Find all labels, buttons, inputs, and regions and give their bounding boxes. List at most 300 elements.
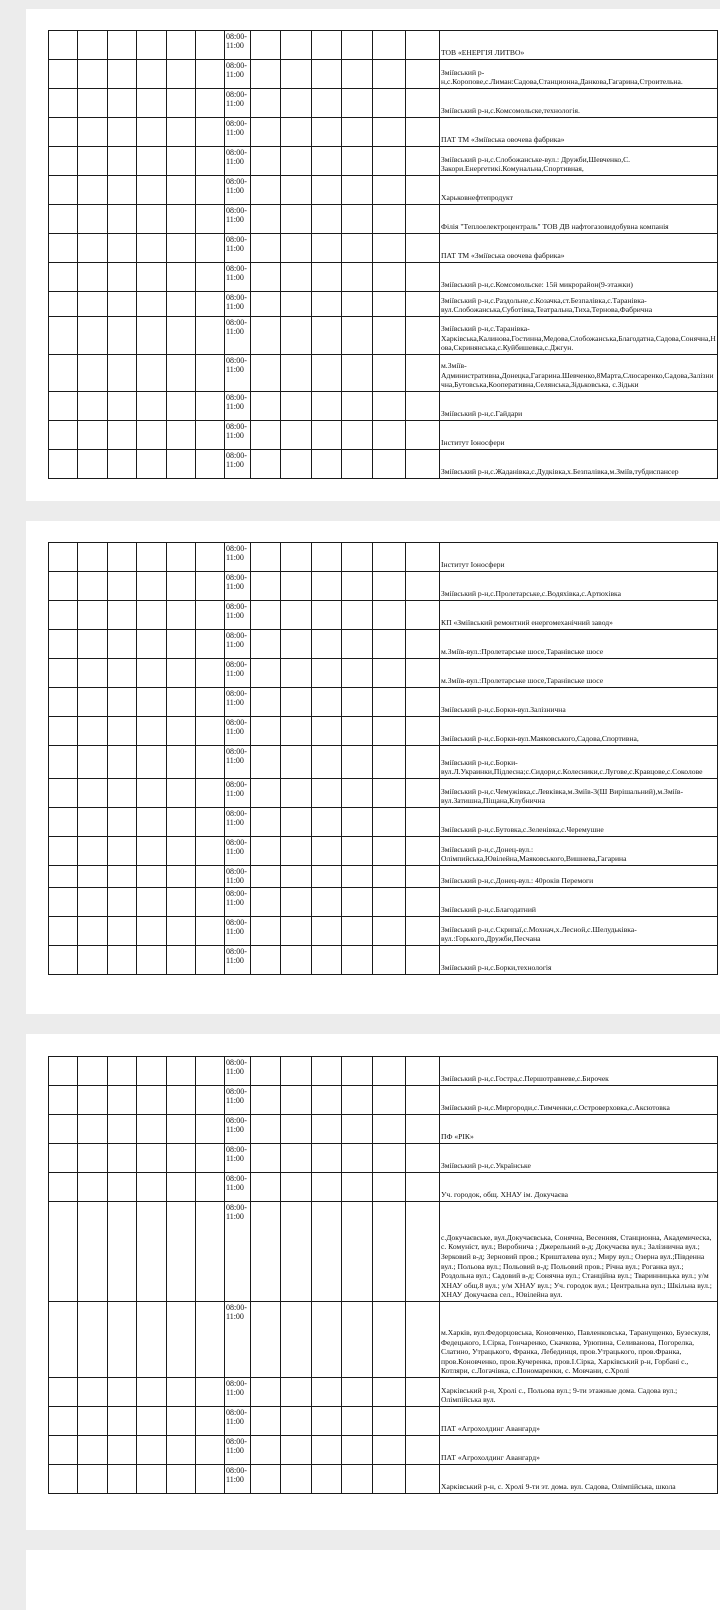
table-row	[49, 147, 718, 176]
empty-cell	[251, 263, 281, 292]
empty-cell	[137, 421, 167, 450]
empty-cell	[281, 147, 312, 176]
empty-cell	[167, 392, 196, 421]
empty-cell	[281, 866, 312, 888]
empty-cell	[78, 1173, 108, 1202]
empty-cell	[312, 1407, 342, 1436]
empty-cell	[406, 1202, 440, 1302]
empty-cell	[373, 779, 406, 808]
empty-cell	[196, 1115, 225, 1144]
empty-cell	[167, 837, 196, 866]
empty-cell	[281, 292, 312, 317]
empty-cell	[312, 176, 342, 205]
empty-cell	[167, 450, 196, 479]
empty-cell	[108, 1144, 137, 1173]
area-description-cell: ПАТ «Агрохолдинг Авангард»	[440, 1436, 718, 1465]
empty-cell	[137, 888, 167, 917]
empty-cell	[312, 917, 342, 946]
empty-cell	[196, 234, 225, 263]
empty-cell	[196, 1086, 225, 1115]
empty-cell	[373, 888, 406, 917]
empty-cell	[78, 688, 108, 717]
empty-cell	[373, 1173, 406, 1202]
empty-cell	[108, 355, 137, 392]
empty-cell	[373, 630, 406, 659]
time-cell: 08:00- 11:00	[225, 392, 251, 421]
time-cell: 08:00- 11:00	[225, 355, 251, 392]
empty-cell	[406, 1173, 440, 1202]
area-description-cell: Зміївський р-н,с.Чемужівка,с.Левківка,м.Зміїв-3(Ш Вирішальний),м.Зміїв-вул.Затишна,Піщана,Клубнична	[440, 779, 718, 808]
empty-cell	[167, 1302, 196, 1378]
empty-cell	[49, 1302, 78, 1378]
empty-cell	[281, 717, 312, 746]
area-description-cell: Зміївський р-н,с.Комсомольске: 15й микрорайон(9-этажки)	[440, 263, 718, 292]
time-cell: 08:00- 11:00	[225, 630, 251, 659]
empty-cell	[406, 205, 440, 234]
empty-cell	[137, 630, 167, 659]
empty-cell	[406, 688, 440, 717]
empty-cell	[281, 779, 312, 808]
empty-cell	[281, 176, 312, 205]
empty-cell	[108, 946, 137, 975]
empty-cell	[342, 263, 373, 292]
empty-cell	[342, 630, 373, 659]
area-description-cell: м.Зміїв-вул.:Пролетарське шосе,Таранівське шосе	[440, 659, 718, 688]
empty-cell	[167, 1407, 196, 1436]
empty-cell	[251, 543, 281, 572]
empty-cell	[251, 946, 281, 975]
empty-cell	[373, 89, 406, 118]
empty-cell	[251, 421, 281, 450]
empty-cell	[78, 31, 108, 60]
empty-cell	[49, 779, 78, 808]
empty-cell	[167, 601, 196, 630]
empty-cell	[406, 837, 440, 866]
empty-cell	[251, 866, 281, 888]
empty-cell	[281, 1057, 312, 1086]
empty-cell	[406, 866, 440, 888]
empty-cell	[251, 659, 281, 688]
empty-cell	[373, 392, 406, 421]
table-row	[49, 746, 718, 779]
empty-cell	[373, 1302, 406, 1378]
empty-cell	[342, 543, 373, 572]
empty-cell	[406, 31, 440, 60]
empty-cell	[196, 946, 225, 975]
empty-cell	[78, 866, 108, 888]
empty-cell	[108, 779, 137, 808]
empty-cell	[196, 118, 225, 147]
empty-cell	[342, 234, 373, 263]
empty-cell	[251, 176, 281, 205]
time-cell: 08:00- 11:00	[225, 946, 251, 975]
empty-cell	[196, 147, 225, 176]
empty-cell	[167, 60, 196, 89]
empty-cell	[78, 1302, 108, 1378]
empty-cell	[78, 837, 108, 866]
empty-cell	[167, 543, 196, 572]
empty-cell	[406, 355, 440, 392]
area-description-cell: м.Зміїв-вул.:Пролетарське шосе,Таранівське шосе	[440, 630, 718, 659]
empty-cell	[281, 946, 312, 975]
empty-cell	[49, 1378, 78, 1407]
empty-cell	[406, 450, 440, 479]
empty-cell	[137, 317, 167, 355]
empty-cell	[49, 205, 78, 234]
empty-cell	[251, 147, 281, 176]
area-description-cell: Зміївський р-н,с.Бутовка,с.Зеленівка,с.Черемушне	[440, 808, 718, 837]
empty-cell	[281, 1144, 312, 1173]
empty-cell	[406, 601, 440, 630]
empty-cell	[342, 779, 373, 808]
empty-cell	[108, 205, 137, 234]
empty-cell	[251, 779, 281, 808]
empty-cell	[251, 234, 281, 263]
empty-cell	[78, 630, 108, 659]
empty-cell	[196, 355, 225, 392]
empty-cell	[312, 1057, 342, 1086]
empty-cell	[167, 1115, 196, 1144]
empty-cell	[312, 1115, 342, 1144]
time-cell: 08:00- 11:00	[225, 717, 251, 746]
area-description-cell: Зміївський р-н,с.Таранівка-Харківська,Калинова,Гостинна,Медова,Слобожанська,Благодатна,Садова,Сонячна,Нова,Скринянська,с.Куйбишевка,с.Джгун.	[440, 317, 718, 355]
empty-cell	[312, 601, 342, 630]
empty-cell	[167, 1086, 196, 1115]
empty-cell	[137, 746, 167, 779]
empty-cell	[49, 1144, 78, 1173]
empty-cell	[406, 1378, 440, 1407]
empty-cell	[108, 1407, 137, 1436]
empty-cell	[196, 1465, 225, 1494]
empty-cell	[406, 60, 440, 89]
table-row	[49, 1202, 718, 1302]
empty-cell	[251, 317, 281, 355]
empty-cell	[49, 1057, 78, 1086]
empty-cell	[78, 779, 108, 808]
empty-cell	[108, 263, 137, 292]
empty-cell	[108, 392, 137, 421]
empty-cell	[167, 1378, 196, 1407]
empty-cell	[49, 688, 78, 717]
empty-cell	[196, 688, 225, 717]
table-row	[49, 421, 718, 450]
time-cell: 08:00- 11:00	[225, 1173, 251, 1202]
time-cell: 08:00- 11:00	[225, 1407, 251, 1436]
time-cell: 08:00- 11:00	[225, 176, 251, 205]
empty-cell	[196, 1173, 225, 1202]
empty-cell	[167, 917, 196, 946]
empty-cell	[251, 1202, 281, 1302]
area-description-cell: ПФ «РІК»	[440, 1115, 718, 1144]
empty-cell	[167, 1202, 196, 1302]
empty-cell	[78, 1378, 108, 1407]
empty-cell	[373, 808, 406, 837]
time-cell: 08:00- 11:00	[225, 866, 251, 888]
empty-cell	[251, 89, 281, 118]
empty-cell	[281, 89, 312, 118]
empty-cell	[342, 317, 373, 355]
empty-cell	[108, 746, 137, 779]
empty-cell	[406, 317, 440, 355]
empty-cell	[49, 450, 78, 479]
empty-cell	[137, 60, 167, 89]
empty-cell	[196, 1202, 225, 1302]
empty-cell	[406, 717, 440, 746]
empty-cell	[49, 176, 78, 205]
empty-cell	[373, 1436, 406, 1465]
table-row	[49, 234, 718, 263]
empty-cell	[251, 1436, 281, 1465]
empty-cell	[78, 717, 108, 746]
empty-cell	[281, 837, 312, 866]
empty-cell	[342, 1144, 373, 1173]
empty-cell	[137, 1436, 167, 1465]
empty-cell	[406, 1302, 440, 1378]
time-cell: 08:00- 11:00	[225, 572, 251, 601]
time-cell: 08:00- 11:00	[225, 808, 251, 837]
table-row	[49, 31, 718, 60]
empty-cell	[78, 1436, 108, 1465]
empty-cell	[137, 147, 167, 176]
empty-cell	[251, 1057, 281, 1086]
empty-cell	[137, 866, 167, 888]
table-row	[49, 888, 718, 917]
empty-cell	[137, 118, 167, 147]
empty-cell	[251, 355, 281, 392]
empty-cell	[342, 1115, 373, 1144]
empty-cell	[137, 1378, 167, 1407]
empty-cell	[78, 118, 108, 147]
empty-cell	[78, 808, 108, 837]
empty-cell	[373, 866, 406, 888]
time-cell: 08:00- 11:00	[225, 147, 251, 176]
empty-cell	[281, 31, 312, 60]
empty-cell	[342, 1436, 373, 1465]
empty-cell	[49, 866, 78, 888]
empty-cell	[281, 1378, 312, 1407]
empty-cell	[49, 60, 78, 89]
empty-cell	[406, 1407, 440, 1436]
empty-cell	[342, 205, 373, 234]
empty-cell	[108, 917, 137, 946]
empty-cell	[49, 917, 78, 946]
empty-cell	[78, 450, 108, 479]
time-cell: 08:00- 11:00	[225, 1302, 251, 1378]
empty-cell	[196, 1302, 225, 1378]
empty-cell	[167, 717, 196, 746]
empty-cell	[49, 946, 78, 975]
empty-cell	[281, 1436, 312, 1465]
table-row	[49, 1057, 718, 1086]
empty-cell	[196, 1407, 225, 1436]
empty-cell	[251, 118, 281, 147]
empty-cell	[108, 866, 137, 888]
table-row	[49, 688, 718, 717]
empty-cell	[312, 630, 342, 659]
area-description-cell: ПАТ «Агрохолдинг Авангард»	[440, 1407, 718, 1436]
empty-cell	[108, 317, 137, 355]
empty-cell	[49, 1086, 78, 1115]
empty-cell	[251, 450, 281, 479]
empty-cell	[281, 1302, 312, 1378]
empty-cell	[137, 392, 167, 421]
empty-cell	[49, 118, 78, 147]
empty-cell	[196, 421, 225, 450]
table-row	[49, 1465, 718, 1494]
empty-cell	[342, 888, 373, 917]
table-row	[49, 1086, 718, 1115]
empty-cell	[78, 888, 108, 917]
empty-cell	[373, 176, 406, 205]
empty-cell	[342, 355, 373, 392]
table-row	[49, 176, 718, 205]
empty-cell	[167, 946, 196, 975]
area-description-cell: Зміївський р-н,с.Донец-вул.: 40років Перемоги	[440, 866, 718, 888]
empty-cell	[312, 946, 342, 975]
empty-cell	[312, 292, 342, 317]
empty-cell	[342, 1202, 373, 1302]
area-description-cell: м.Харків, вул.Федорцовська, Коновченко, Павленковська, Таранущенко, Бузескуля, Федецького, І.Сірка, Гончаренко, Скачкова, Урюпина, Селиванова, Погорелка, Слатино, Утрацького, Франка, Лебединця, пров.Утрацького, пров.Франка, пров.Коновченко, пров.Кучеренка, пров.І.Сірка, Харківський р-н, Горбані с., Котляри, с.Логачівка, с.Пономаренки, с. Мовчани, с.Хролі	[440, 1302, 718, 1378]
empty-cell	[373, 234, 406, 263]
empty-cell	[281, 1202, 312, 1302]
empty-cell	[312, 717, 342, 746]
area-description-cell: Харківський р-н, с. Хролі 9-ти эт. дома. вул. Садова, Олімпійська, школа	[440, 1465, 718, 1494]
area-description-cell: Зміївський р-н,с.Донец-вул.: Олімпийська,Ювілейна,Маяковського,Вишнева,Гагарина	[440, 837, 718, 866]
time-cell: 08:00- 11:00	[225, 205, 251, 234]
time-cell: 08:00- 11:00	[225, 89, 251, 118]
empty-cell	[78, 392, 108, 421]
empty-cell	[406, 659, 440, 688]
empty-cell	[49, 31, 78, 60]
empty-cell	[108, 659, 137, 688]
empty-cell	[167, 292, 196, 317]
empty-cell	[281, 746, 312, 779]
empty-cell	[373, 746, 406, 779]
area-description-cell: Зміївський р-н,с.Борки-вул.Маяковського,Садова,Спортивна,	[440, 717, 718, 746]
table-row	[49, 1378, 718, 1407]
empty-cell	[312, 1086, 342, 1115]
empty-cell	[312, 89, 342, 118]
empty-cell	[167, 355, 196, 392]
empty-cell	[167, 1436, 196, 1465]
area-description-cell: м.Зміїв-Административна,Донецка,Гагарина.Шевченко,8Марта,Слюсаренко,Садова,Залізнична,Бутовська,Кооперативна,Селянська,Зідьковська, с.Зідьки	[440, 355, 718, 392]
empty-cell	[137, 1057, 167, 1086]
empty-cell	[108, 176, 137, 205]
empty-cell	[281, 234, 312, 263]
empty-cell	[108, 1465, 137, 1494]
area-description-cell: Зміївський р-н,с.Раздольне,с.Козачка,ст.Безпалівка,с.Таранівка-вул.Слобожанська,Суботівка,Театральна,Тиха,Тернова,Фабрична	[440, 292, 718, 317]
empty-cell	[108, 118, 137, 147]
empty-cell	[342, 147, 373, 176]
empty-cell	[167, 1465, 196, 1494]
empty-cell	[167, 1173, 196, 1202]
empty-cell	[78, 263, 108, 292]
empty-cell	[78, 292, 108, 317]
time-cell: 08:00- 11:00	[225, 888, 251, 917]
empty-cell	[167, 89, 196, 118]
empty-cell	[281, 392, 312, 421]
empty-cell	[312, 1144, 342, 1173]
empty-cell	[406, 234, 440, 263]
empty-cell	[342, 572, 373, 601]
empty-cell	[342, 659, 373, 688]
empty-cell	[406, 630, 440, 659]
empty-cell	[281, 1173, 312, 1202]
empty-cell	[312, 688, 342, 717]
empty-cell	[312, 779, 342, 808]
empty-cell	[78, 147, 108, 176]
empty-cell	[373, 1057, 406, 1086]
empty-cell	[196, 888, 225, 917]
table-row	[49, 1407, 718, 1436]
table-row	[49, 779, 718, 808]
area-description-cell: Зміївський р-н,с.Пролетарське,с.Водяхівка,с.Артюхівка	[440, 572, 718, 601]
area-description-cell: Уч. городок, общ. ХНАУ ім. Докучаєва	[440, 1173, 718, 1202]
area-description-cell: Зміївський р-н,с.Коропове,с.Лиман:Садова,Станционна,Данкова,Гагарина,Строительна.	[440, 60, 718, 89]
empty-cell	[251, 392, 281, 421]
area-description-cell: Зміївський р-н,с.Борки-вул.Залізнична	[440, 688, 718, 717]
empty-cell	[196, 808, 225, 837]
empty-cell	[108, 147, 137, 176]
empty-cell	[108, 1115, 137, 1144]
empty-cell	[196, 866, 225, 888]
time-cell: 08:00- 11:00	[225, 1202, 251, 1302]
empty-cell	[312, 205, 342, 234]
empty-cell	[312, 866, 342, 888]
empty-cell	[406, 89, 440, 118]
empty-cell	[406, 147, 440, 176]
empty-cell	[49, 317, 78, 355]
empty-cell	[312, 572, 342, 601]
empty-cell	[342, 688, 373, 717]
empty-cell	[251, 1115, 281, 1144]
empty-cell	[137, 234, 167, 263]
empty-cell	[251, 205, 281, 234]
document-page-3	[26, 1034, 720, 1530]
empty-cell	[342, 1057, 373, 1086]
time-cell: 08:00- 11:00	[225, 779, 251, 808]
empty-cell	[137, 31, 167, 60]
empty-cell	[251, 572, 281, 601]
time-cell: 08:00- 11:00	[225, 601, 251, 630]
time-cell: 08:00- 11:00	[225, 917, 251, 946]
time-cell: 08:00- 11:00	[225, 118, 251, 147]
empty-cell	[196, 917, 225, 946]
area-description-cell: Інститут Іоносфери	[440, 421, 718, 450]
area-description-cell: Зміївський р-н,с.Гайдари	[440, 392, 718, 421]
area-description-cell: Зміївський р-н,с.Миргороди,с.Тимченки,с.Островерховка,с.Аксютовка	[440, 1086, 718, 1115]
empty-cell	[406, 1086, 440, 1115]
empty-cell	[373, 572, 406, 601]
table-row	[49, 1115, 718, 1144]
empty-cell	[281, 659, 312, 688]
empty-cell	[137, 355, 167, 392]
empty-cell	[49, 1436, 78, 1465]
empty-cell	[281, 1086, 312, 1115]
empty-cell	[406, 263, 440, 292]
time-cell: 08:00- 11:00	[225, 1436, 251, 1465]
empty-cell	[137, 1407, 167, 1436]
empty-cell	[373, 147, 406, 176]
empty-cell	[137, 717, 167, 746]
empty-cell	[281, 1465, 312, 1494]
empty-cell	[342, 31, 373, 60]
empty-cell	[373, 60, 406, 89]
empty-cell	[137, 543, 167, 572]
empty-cell	[342, 89, 373, 118]
empty-cell	[49, 717, 78, 746]
table-row	[49, 866, 718, 888]
